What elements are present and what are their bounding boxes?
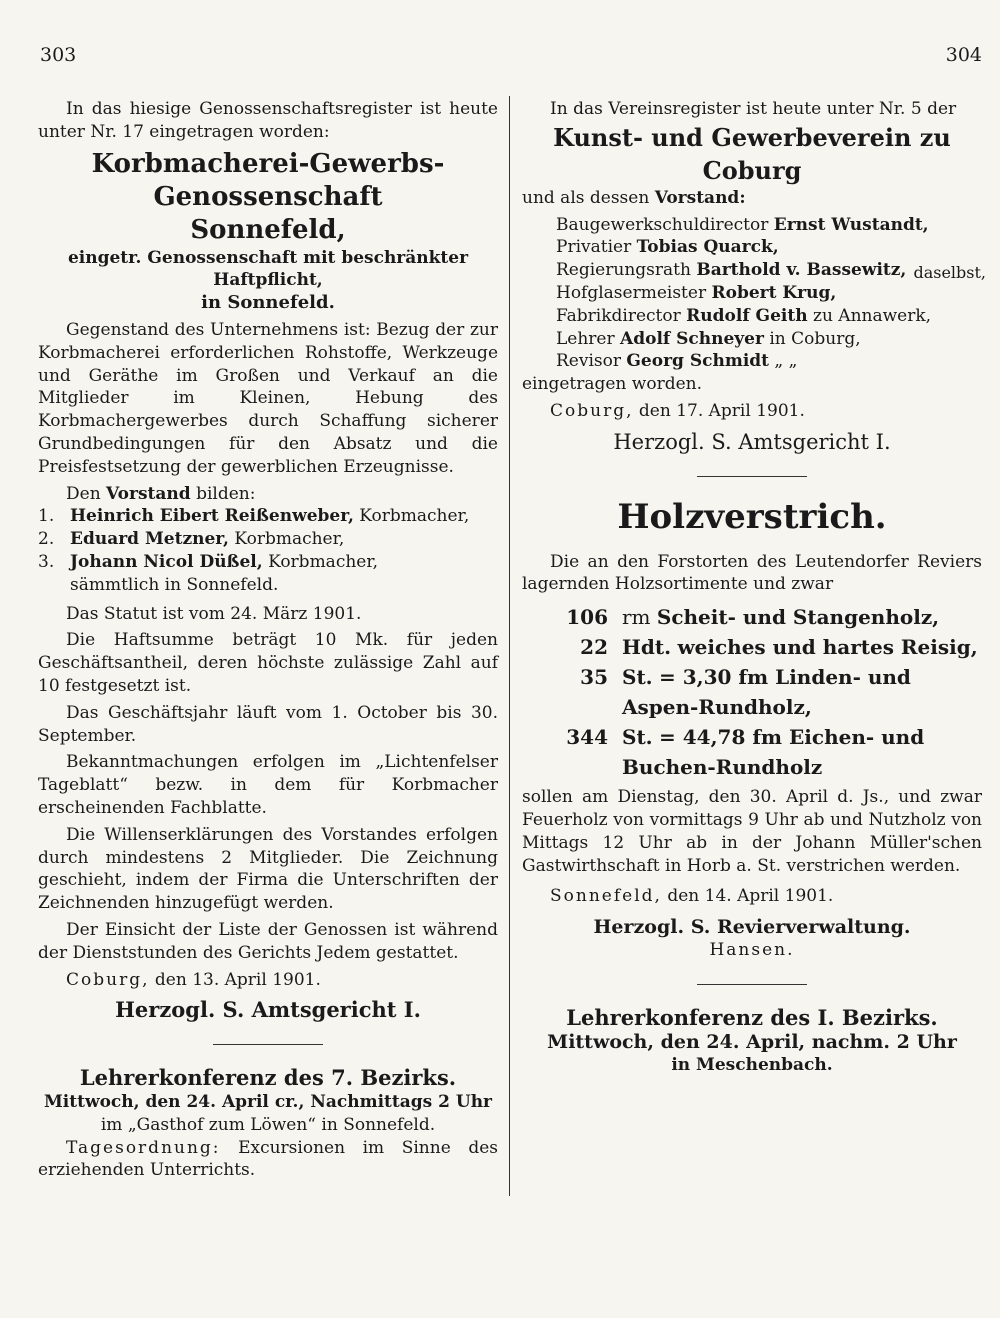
member-name: Rudolf Geith — [686, 305, 808, 326]
list-number: 1. — [38, 506, 55, 527]
signer-name: Hansen. — [709, 939, 795, 960]
member-location: in Coburg, — [769, 328, 861, 349]
sale-paragraph: sollen am Dienstag, den 30. April d. Js., und zwar Feuerholz von vormittags 9 Uhr ab und Nutzholz von Mittags 12 Uhr ab in der Johann Müller'schen Gastwirthschaft in Horb a. St. verstrichen werden. — [522, 787, 982, 876]
forestry-signature: Herzogl. S. Revierverwaltung. — [593, 916, 911, 939]
member-name: Georg Schmidt — [626, 351, 770, 372]
cooperative-subtitle: eingetr. Genossenschaft mit beschränkter Haftpflicht, — [67, 247, 469, 291]
page-number-right: 304 — [945, 44, 982, 66]
dateline-place: Coburg, — [550, 400, 634, 421]
statute-date: Das Statut ist vom 24. März 1901. — [66, 603, 362, 624]
list-number: 3. — [38, 551, 55, 572]
dateline-place: Sonnefeld, — [550, 886, 662, 907]
court-signature: Herzogl. S. Amtsgericht I. — [115, 997, 421, 1023]
wood-sale-intro: Die an den Forstorten des Leutendorfer Reviers lagernden Holzsortimente und zwar — [522, 551, 982, 595]
list-item — [556, 350, 982, 373]
member-name: Johann Nicol Düßel, — [70, 551, 263, 572]
member-name: Robert Krug, — [711, 282, 837, 303]
conference-time: Mittwoch, den 24. April cr., Nachmittags 2 Uhr — [43, 1092, 493, 1113]
member-role: Regierungsrath — [556, 260, 691, 281]
wood-quantity: 106 — [566, 605, 608, 630]
column-divider — [509, 96, 510, 1196]
member-name: Adolf Schneyer — [620, 328, 764, 349]
dateline-date: den 17. April 1901. — [638, 400, 805, 421]
conference-place: im „Gasthof zum Löwen“ in Sonnefeld. — [100, 1114, 436, 1135]
association-board-list — [556, 214, 986, 374]
conference-time: Mittwoch, den 24. April, nachm. 2 Uhr — [547, 1030, 957, 1053]
member-name: Ernst Wustandt, — [773, 214, 929, 235]
wood-unit: St. — [622, 725, 653, 750]
court-signature: Herzogl. S. Amtsgericht I. — [613, 429, 891, 454]
cooperative-title: Korbmacherei-Gewerbs-Genossenschaft — [91, 148, 445, 212]
list-item — [522, 722, 982, 782]
member-name: Tobias Quarck, — [636, 237, 779, 258]
member-role: Hofglasermeister — [556, 282, 707, 303]
board-intro-post: bilden: — [196, 483, 256, 504]
wood-description: Scheit- und Stangenholz, — [656, 605, 940, 630]
board-intro — [38, 483, 498, 506]
announcements-paragraph: Bekanntmachungen erfolgen im „Lichtenfelser Tageblatt“ bezw. in dem für Korbmacher erscheinenden Fachblatte. — [38, 752, 498, 818]
conference-title: Lehrerkonferenz des 7. Bezirks. — [79, 1065, 457, 1091]
dateline — [522, 400, 982, 423]
board-note: sämmtlich in Sonnefeld. — [70, 574, 279, 595]
list-item — [38, 505, 498, 528]
cooperative-location: in Sonnefeld. — [201, 292, 335, 314]
wood-unit: Hdt. — [622, 635, 672, 660]
list-item — [556, 214, 982, 237]
member-role: Baugewerkschuldirector — [556, 214, 769, 235]
section-divider — [697, 984, 807, 985]
wood-description: = 44,78 fm Eichen- und Buchen-Rundholz — [622, 725, 925, 780]
wood-quantity: 35 — [580, 665, 608, 690]
member-role: Lehrer — [556, 328, 615, 349]
member-role: Fabrikdirector — [556, 305, 681, 326]
conference-place: in Meschenbach. — [671, 1054, 833, 1075]
board-intro-pre: Den — [66, 483, 101, 504]
wood-description: = 3,30 fm Linden- und Aspen-Rundholz, — [622, 665, 911, 720]
left-column — [38, 98, 498, 1258]
board-intro-bold: Vorstand — [106, 483, 191, 504]
member-name: Eduard Metzner, — [70, 529, 229, 550]
wood-quantity: 22 — [580, 635, 608, 660]
dateline-date: den 13. April 1901. — [154, 969, 321, 990]
list-item — [38, 551, 498, 574]
dateline-place: Coburg, — [66, 969, 150, 990]
list-item — [556, 328, 982, 351]
list-item — [522, 602, 982, 632]
wood-unit: rm — [622, 605, 651, 630]
fiscal-year-paragraph: Das Geschäftsjahr läuft vom 1. October bis 30. September. — [38, 702, 498, 746]
object-paragraph: Gegenstand des Unternehmens ist: Bezug der zur Korbmacherei erforderlichen Rohstoffe, Werkzeuge und Geräthe im Großen und Verkauf an die Mitglieder im Kleinen, Hebung des Korbmachergewerbes durch Schaffung sicherer Grundbedingungen für den Absatz und die Preisfestsetzung der gewerblichen Erzeugnisse. — [38, 319, 498, 477]
member-name: Barthold v. Bassewitz, — [696, 260, 907, 281]
page-number-left: 303 — [40, 44, 77, 66]
section-divider — [697, 476, 807, 477]
association-title: Kunst- und Gewerbeverein zu Coburg — [553, 122, 951, 185]
declarations-paragraph: Die Willenserklärungen des Vorstandes erfolgen durch mindestens 2 Mitglieder. Die Zeichnung geschieht, indem der Firma die Unterschriften der Zeichnenden hinzugefügt werden. — [38, 824, 498, 914]
right-column — [522, 98, 986, 1258]
registered-note: eingetragen worden. — [522, 374, 702, 395]
member-role: Korbmacher, — [268, 551, 379, 572]
list-item — [522, 662, 982, 722]
association-intro: In das Vereinsregister ist heute unter Nr. 5 der — [550, 99, 957, 119]
list-item — [522, 632, 982, 662]
board-intro-pre: und als dessen — [522, 187, 650, 208]
list-item — [556, 282, 982, 305]
member-role: Privatier — [556, 237, 632, 258]
wood-sale-title: Holzverstrich. — [617, 496, 887, 537]
list-item — [556, 236, 982, 259]
section-divider — [213, 1044, 323, 1045]
member-role: Korbmacher, — [359, 506, 470, 527]
wood-quantity: 344 — [566, 725, 608, 750]
agenda-label: Tagesordnung: — [66, 1137, 221, 1158]
conference-title: Lehrerkonferenz des I. Bezirks. — [566, 1004, 938, 1030]
member-location: „ „ — [774, 351, 798, 372]
member-name: Heinrich Eibert Reißenweber, — [70, 506, 354, 527]
member-role: Revisor — [556, 351, 621, 372]
agenda-text: Excursionen im Sinne des erziehenden Unterrichts. — [38, 1137, 498, 1181]
wood-unit: St. — [622, 665, 653, 690]
member-location: zu Annawerk, — [812, 305, 932, 326]
agenda — [38, 1137, 498, 1183]
board-intro-bold: Vorstand: — [654, 187, 746, 208]
list-number: 2. — [38, 529, 55, 550]
brace-label: daselbst, — [913, 262, 986, 282]
dateline-2 — [522, 885, 982, 908]
cooperative-title-line2: Sonnefeld, — [190, 214, 346, 245]
dateline — [38, 969, 498, 992]
registry-intro: In das hiesige Genossenschaftsregister ist heute unter Nr. 17 eingetragen worden: — [38, 99, 498, 142]
wood-items — [522, 602, 982, 782]
dateline-date: den 14. April 1901. — [667, 886, 834, 907]
board-list — [38, 505, 498, 596]
member-role: Korbmacher, — [234, 529, 345, 550]
inspection-paragraph: Der Einsicht der Liste der Genossen ist während der Dienststunden des Gerichts Jedem gestattet. — [38, 919, 498, 963]
wood-description: weiches und hartes Reisig, — [677, 635, 978, 660]
liability-paragraph: Die Haftsumme beträgt 10 Mk. für jeden Geschäftsantheil, deren höchste zulässige Zahl auf 10 festgesetzt ist. — [38, 630, 498, 696]
list-item — [556, 305, 982, 328]
list-item — [38, 528, 498, 551]
association-board-intro — [522, 187, 982, 210]
